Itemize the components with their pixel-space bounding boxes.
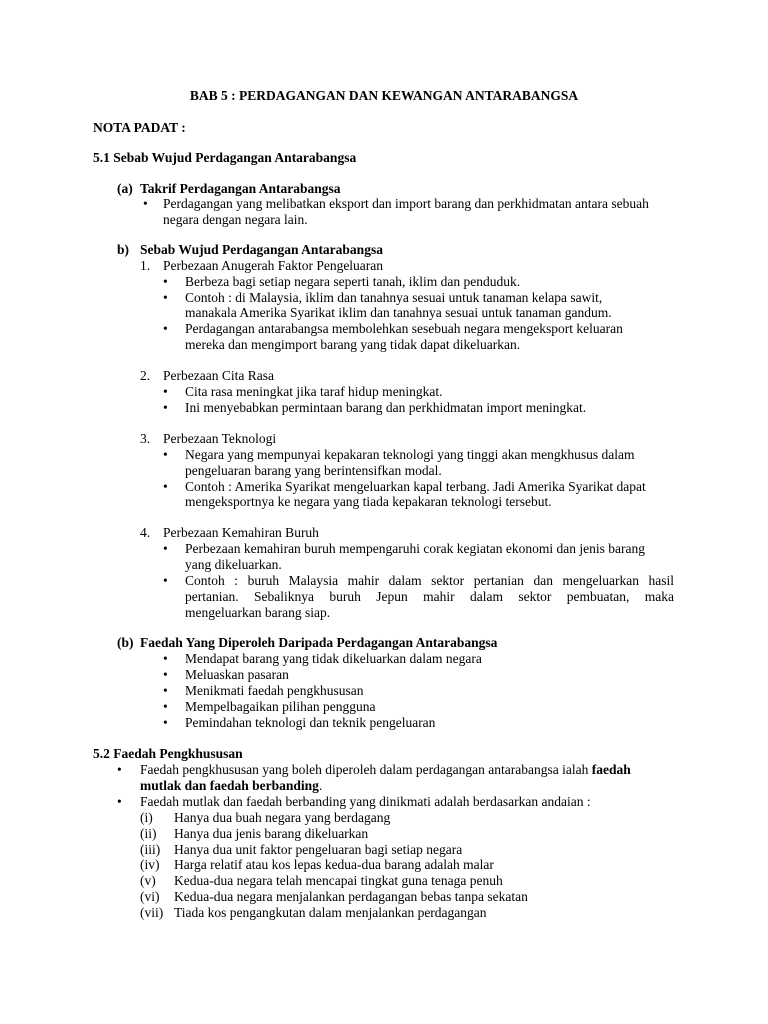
bullet-icon: [163, 541, 173, 557]
bullet-icon: [163, 400, 173, 416]
point-3-title: Perbezaan Teknologi: [163, 431, 277, 446]
point-2-bullet-1: Cita rasa meningkat jika taraf hidup meningkat.: [185, 384, 443, 399]
bullet-icon: [163, 651, 173, 667]
point-1-bullet-1: Berbeza bagi setiap negara seperti tanah, iklim dan penduduk.: [185, 274, 521, 289]
point-4-bullet-1-line2: yang dikeluarkan.: [185, 557, 282, 572]
bullet-icon: [117, 794, 127, 810]
point-3-number: 3.: [140, 431, 151, 446]
bullet-icon: [163, 321, 173, 337]
point-3-bullet-2-line2: mengeksportnya ke negara yang tiada kepakaran teknologi tersebut.: [185, 494, 552, 509]
bullet-icon: [117, 762, 127, 778]
point-4-number: 4.: [140, 525, 151, 540]
benefit-item: Mendapat barang yang tidak dikeluarkan dalam negara: [185, 651, 482, 666]
benefit-item: Mempelbagaikan pilihan pengguna: [185, 699, 376, 714]
benefit-item: Meluaskan pasaran: [185, 667, 289, 682]
assumption-text: Kedua-dua negara menjalankan perdagangan bebas tanpa sekatan: [174, 889, 528, 904]
bullet-icon: [163, 683, 173, 699]
sub-c-heading: Faedah Yang Diperoleh Daripada Perdagangan Antarabangsa: [140, 635, 498, 650]
s52-bullet-2: Faedah mutlak dan faedah berbanding yang dinikmati adalah berdasarkan andaian :: [140, 794, 591, 809]
point-4-bullet-2-line3: mengeluarkan barang siap.: [185, 605, 331, 620]
point-1-bullet-2-line1: Contoh : di Malaysia, iklim dan tanahnya sesuai untuk tanaman kelapa sawit,: [185, 290, 603, 305]
bullet-icon: [163, 447, 173, 463]
assumption-text: Hanya dua buah negara yang berdagang: [174, 810, 391, 825]
point-1-bullet-3-line1: Perdagangan antarabangsa membolehkan sesebuah negara mengeksport keluaran: [185, 321, 623, 336]
sub-c-label: (b): [117, 635, 134, 650]
point-4-bullet-2-line2: pertanian. Sebaliknya buruh Jepun mahir dalam sektor pembuatan, maka: [185, 589, 674, 604]
benefit-item: Pemindahan teknologi dan teknik pengeluaran: [185, 715, 436, 730]
sub-a-label: (a): [117, 181, 133, 196]
assumption-number: (v): [140, 873, 156, 888]
bullet-icon: [163, 667, 173, 683]
sub-b-heading: Sebab Wujud Perdagangan Antarabangsa: [140, 242, 383, 257]
sub-b-label: b): [117, 242, 130, 257]
bullet-icon: [163, 573, 173, 589]
bullet-icon: [163, 384, 173, 400]
bullet-icon: [163, 274, 173, 290]
sub-a-bullet-line2: negara dengan negara lain.: [163, 212, 308, 227]
assumption-text: Harga relatif atau kos lepas kedua-dua barang adalah malar: [174, 857, 494, 872]
chapter-title: BAB 5 : PERDAGANGAN DAN KEWANGAN ANTARABANGSA: [189, 88, 579, 103]
point-3-bullet-1-line2: pengeluaran barang yang berintensifkan modal.: [185, 463, 442, 478]
assumption-text: Tiada kos pengangkutan dalam menjalankan perdagangan: [174, 905, 487, 920]
nota-padat-heading: NOTA PADAT :: [93, 120, 186, 135]
point-3-bullet-2-line1: Contoh : Amerika Syarikat mengeluarkan kapal terbang. Jadi Amerika Syarikat dapat: [185, 479, 646, 494]
section-5-2-heading: 5.2 Faedah Pengkhususan: [93, 746, 243, 761]
assumption-text: Hanya dua jenis barang dikeluarkan: [174, 826, 369, 841]
sub-a-bullet-line1: Perdagangan yang melibatkan eksport dan import barang dan perkhidmatan antara sebuah: [163, 196, 649, 211]
point-4-bullet-1-line1: Perbezaan kemahiran buruh mempengaruhi corak kegiatan ekonomi dan jenis barang: [185, 541, 645, 556]
point-4-bullet-2-line1: Contoh : buruh Malaysia mahir dalam sektor pertanian dan mengeluarkan hasil: [185, 573, 674, 588]
assumption-number: (iv): [140, 857, 160, 872]
point-1-bullet-2-line2: manakala Amerika Syarikat iklim dan tanahnya sesuai untuk tanaman gandum.: [185, 305, 612, 320]
point-2-title: Perbezaan Cita Rasa: [163, 368, 274, 383]
assumption-number: (i): [140, 810, 153, 825]
benefit-item: Menikmati faedah pengkhususan: [185, 683, 364, 698]
point-2-bullet-2: Ini menyebabkan permintaan barang dan perkhidmatan import meningkat.: [185, 400, 587, 415]
bullet-icon: [163, 479, 173, 495]
bullet-icon: [143, 196, 153, 212]
section-5-1-heading: 5.1 Sebab Wujud Perdagangan Antarabangsa: [93, 150, 357, 165]
assumption-number: (vii): [140, 905, 164, 920]
point-2-number: 2.: [140, 368, 151, 383]
s52-bullet-1-line2: mutlak dan faedah berbanding.: [140, 778, 323, 793]
bullet-icon: [163, 699, 173, 715]
point-1-bullet-3-line2: mereka dan mengimport barang yang tidak dapat dikeluarkan.: [185, 337, 521, 352]
bullet-icon: [163, 715, 173, 731]
sub-a-heading: Takrif Perdagangan Antarabangsa: [140, 181, 341, 196]
point-1-title: Perbezaan Anugerah Faktor Pengeluaran: [163, 258, 384, 273]
assumption-number: (vi): [140, 889, 160, 904]
point-4-title: Perbezaan Kemahiran Buruh: [163, 525, 319, 540]
point-1-number: 1.: [140, 258, 151, 273]
assumption-number: (ii): [140, 826, 157, 841]
point-3-bullet-1-line1: Negara yang mempunyai kepakaran teknologi yang tinggi akan mengkhusus dalam: [185, 447, 635, 462]
bullet-icon: [163, 290, 173, 306]
assumption-text: Hanya dua unit faktor pengeluaran bagi setiap negara: [174, 842, 463, 857]
assumption-text: Kedua-dua negara telah mencapai tingkat guna tenaga penuh: [174, 873, 503, 888]
s52-bullet-1-line1: Faedah pengkhususan yang boleh diperoleh dalam perdagangan antarabangsa ialah faedah: [140, 762, 631, 777]
assumption-number: (iii): [140, 842, 161, 857]
